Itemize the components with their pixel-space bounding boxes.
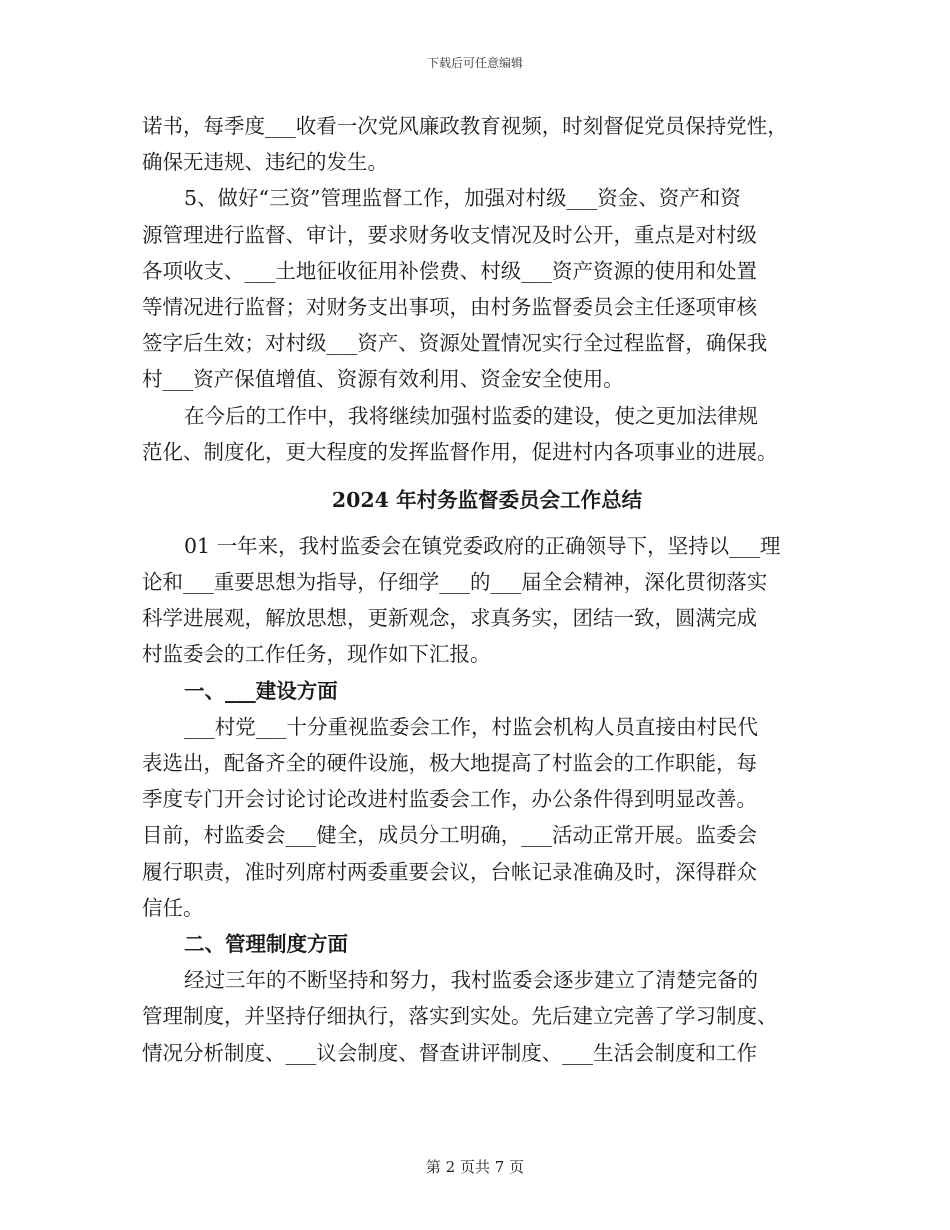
paragraph-line: 各项收支、___土地征收征用补偿费、村级___资产资源的使用和处置 bbox=[142, 258, 757, 283]
paragraph-line: 01 一年来，我村监委会在镇党委政府的正确领导下，坚持以___理 bbox=[184, 533, 781, 558]
paragraph-line: 源管理进行监督、审计，要求财务收支情况及时公开，重点是对村级 bbox=[142, 222, 757, 247]
page-header: 下载后可任意编辑 bbox=[426, 56, 523, 70]
paragraph-line: 范化、制度化，更大程度的发挥监督作用，促进村内各项事业的进展。 bbox=[142, 439, 778, 464]
paragraph-line: 等情况进行监督；对财务支出事项，由村务监督委员会主任逐项审核 bbox=[142, 294, 757, 319]
paragraph-line: 情况分析制度、___议会制度、督查讲评制度、___生活会制度和工作 bbox=[142, 1040, 757, 1065]
page-footer: 第 2 页共 7 页 bbox=[425, 1158, 525, 1176]
paragraph-line: 目前，村监委会___健全，成员分工明确，___活动正常开展。监委会 bbox=[142, 823, 757, 848]
paragraph-line: 5、做好“三资”管理监督工作，加强对村级___资金、资产和资 bbox=[184, 186, 741, 211]
paragraph-line: 诺书，每季度___收看一次党风廉政教育视频，时刻督促党员保持党性， bbox=[142, 114, 788, 138]
paragraph-line: 在今后的工作中，我将继续加强村监委的建设，使之更加法律规 bbox=[184, 403, 758, 428]
section-title: 2024 年村务监督委员会工作总结 bbox=[331, 487, 643, 512]
paragraph-line: 表选出，配备齐全的硬件设施，极大地提高了村监会的工作职能，每 bbox=[142, 751, 757, 775]
paragraph-line: 季度专门开会讨论讨论改进村监委会工作，办公条件得到明显改善。 bbox=[142, 787, 757, 812]
paragraph-line: 确保无违规、违纪的发生。 bbox=[142, 150, 388, 175]
paragraph-line: 论和___重要思想为指导，仔细学___的___届全会精神，深化贯彻落实 bbox=[142, 570, 768, 595]
paragraph-line: 签字后生效；对村级___资产、资源处置情况实行全过程监督，确保我 bbox=[142, 331, 768, 356]
paragraph-line: 经过三年的不断坚持和努力，我村监委会逐步建立了清楚完备的 bbox=[184, 968, 758, 993]
paragraph-line: 履行职责，准时列席村两委重要会议，台帐记录准确及时，深得群众 bbox=[142, 859, 757, 884]
paragraph-line: 村___资产保值增值、资源有效利用、资金安全使用。 bbox=[142, 367, 624, 392]
document-body bbox=[142, 108, 832, 1071]
paragraph-line: ___村党___十分重视监委会工作，村监会机构人员直接由村民代 bbox=[184, 714, 758, 739]
section-heading: 二、管理制度方面 bbox=[184, 931, 348, 956]
paragraph-line: 科学进展观，解放思想，更新观念，求真务实，团结一致，圆满完成 bbox=[142, 606, 757, 631]
section-heading: 一、___建设方面 bbox=[184, 678, 338, 703]
paragraph-line: 村监委会的工作任务，现作如下汇报。 bbox=[142, 642, 491, 667]
paragraph-line: 信任。 bbox=[142, 895, 204, 920]
paragraph-line: 管理制度，并坚持仔细执行，落实到实处。先后建立完善了学习制度、 bbox=[142, 1004, 778, 1029]
